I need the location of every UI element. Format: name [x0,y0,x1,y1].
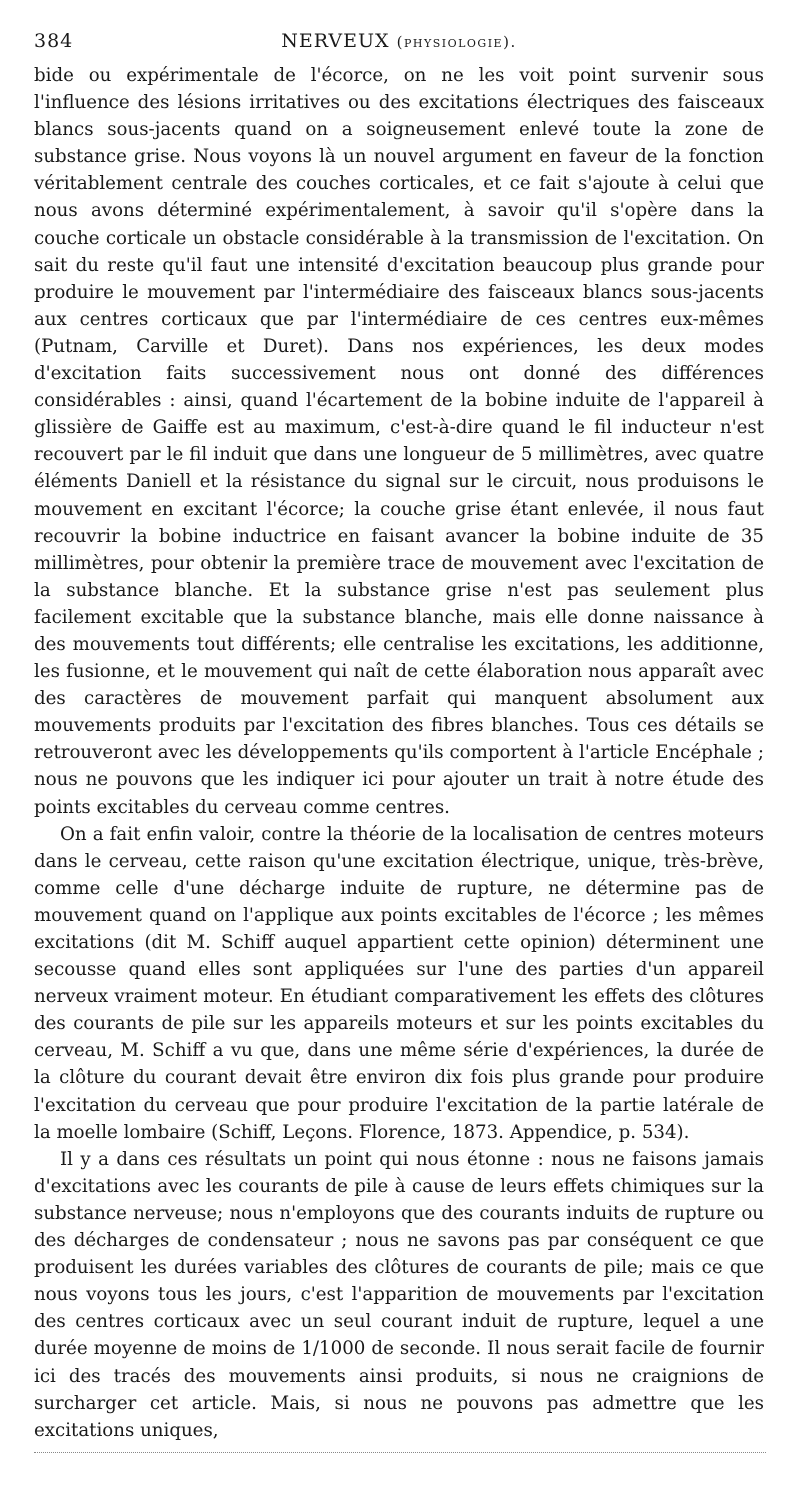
running-title [34,30,764,52]
paragraph-1: bide ou expérimentale de l'écorce, on ne les voit point survenir sous l'influence des lésions irritatives ou des excitations électriques des faisceaux blancs sous-jacents quand on a soigneusement enlevé toute la zone de substance grise. Nous voyons là un nouvel argument en faveur de la fonction véritablement centrale des couches corticales, et ce fait s'ajoute à celui que nous avons déterminé expérimentalement, à savoir qu'il s'opère dans la couche corticale un obstacle considérable à la transmission de l'excitation. On sait du reste qu'il faut une intensité d'excitation beaucoup plus grande pour produire le mouvement par l'intermédiaire des faisceaux blancs sous-jacents aux centres corticaux que par l'intermédiaire de ces centres eux-mêmes (Putnam, Carville et Duret). Dans nos expériences, les deux modes d'excitation faits successivement nous ont donné des différences considérables : ainsi, quand l'écartement de la bobine induite de l'appareil à glissière de Gaiffe est au maximum, c'est-à-dire quand le fil inducteur n'est recouvert par le fil induit que dans une longueur de 5 millimètres, avec quatre éléments Daniell et la résistance du signal sur le circuit, nous produisons le mouvement en excitant l'écorce; la couche grise étant enlevée, il nous faut recouvrir la bobine inductrice en faisant avancer la bobine induite de 35 millimètres, pour obtenir la première trace de mouvement avec l'excitation de la substance blanche. Et la substance grise n'est pas seulement plus facilement excitable que la substance blanche, mais elle donne naissance à des mouvements tout différents; elle centralise les excitations, les additionne, les fusionne, et le mouvement qui naît de cette élaboration nous apparaît avec des caractères de mouvement parfait qui manquent absolument aux mouvements produits par l'excitation des fibres blanches. Tous ces détails se retrouveront avec les développements qu'ils comportent à l'article Encéphale ; nous ne pouvons que les indiquer ici pour ajouter un trait à notre étude des points excitables du cerveau comme centres. [34,65,764,818]
body-text [34,62,764,1444]
footer-rule [34,1452,766,1453]
page-number: 384 [34,30,74,52]
paragraph-2: On a fait enfin valoir, contre la théorie de la localisation de centres moteurs dans le cerveau, cette raison qu'une excitation électrique, unique, très-brève, comme celle d'une décharge induite de rupture, ne détermine pas de mouvement quand on l'applique aux points excitables de l'écorce ; les mêmes excitations (dit M. Schiff auquel appartient cette opinion) déterminent une secousse quand elles sont appliquées sur l'une des parties d'un appareil nerveux vraiment moteur. En étudiant comparativement les effets des clôtures des courants de pile sur les appareils moteurs et sur les points excitables du cerveau, M. Schiff a vu que, dans une même série d'expériences, la durée de la clôture du courant devait être environ dix fois plus grande pour produire l'excitation du cerveau que pour produire l'excitation de la partie latérale de la moelle lombaire (Schiff, Leçons. Florence, 1873. Appendice, p. 534). [34,823,764,1143]
header-title: NERVEUX [281,30,390,52]
running-header [34,28,764,58]
document-page [34,28,764,1444]
header-subtitle: (physiologie). [396,33,517,51]
paragraph-3: Il y a dans ces résultats un point qui nous étonne : nous ne faisons jamais d'excitations avec les courants de pile à cause de leurs effets chimiques sur la substance nerveuse; nous n'employons que des courants induits de rupture ou des décharges de condensateur ; nous ne savons pas par conséquent ce que produisent les durées variables des clôtures de courants de pile; mais ce que nous voyons tous les jours, c'est l'apparition de mouvements par l'excitation des centres corticaux avec un seul courant induit de rupture, lequel a une durée moyenne de moins de 1/1000 de seconde. Il nous serait facile de fournir ici des tracés des mouvements ainsi produits, si nous ne craignions de surcharger cet article. Mais, si nous ne pouvons pas admettre que les excitations uniques, [34,1148,764,1441]
